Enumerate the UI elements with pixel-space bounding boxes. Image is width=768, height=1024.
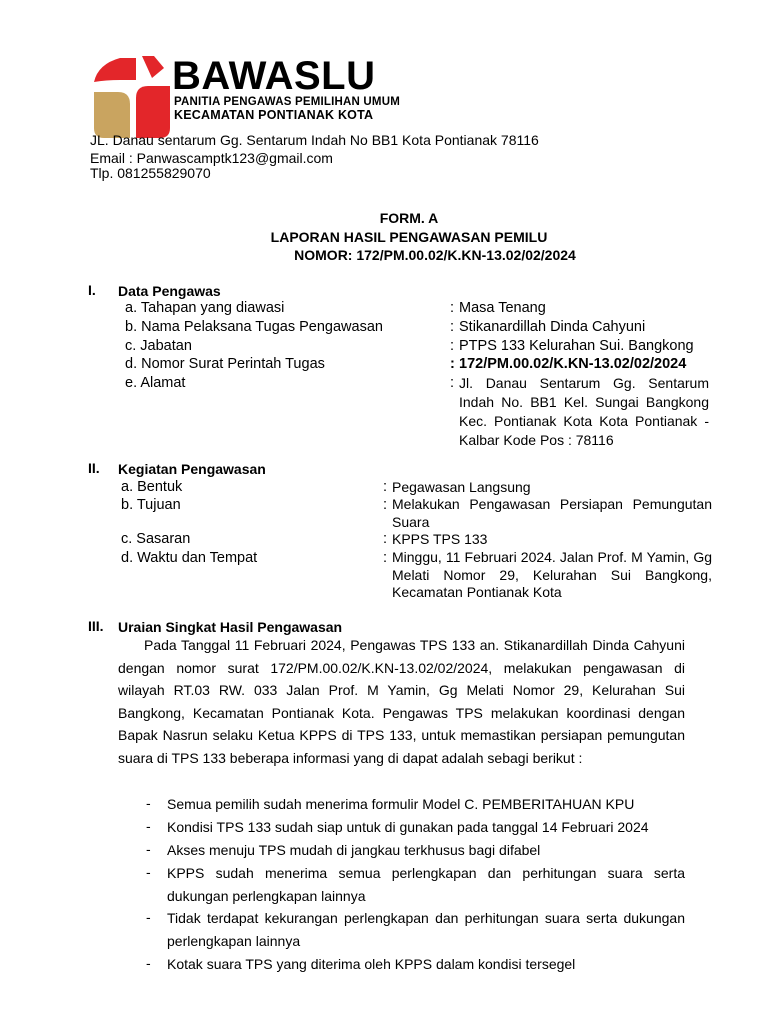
s1-value-nomor-surat: 172/PM.00.02/K.KN-13.02/02/2024 bbox=[459, 356, 687, 372]
colon: : bbox=[450, 338, 455, 354]
s1-label-alamat: e. Alamat bbox=[125, 375, 186, 391]
s1-label-nomor-surat: d. Nomor Surat Perintah Tugas bbox=[125, 356, 325, 372]
colon: : bbox=[383, 497, 388, 513]
bullet-dash: - bbox=[146, 864, 151, 880]
s2-value-sasaran: KPPS TPS 133 bbox=[392, 531, 488, 547]
bullet-item: Kondisi TPS 133 sudah siap untuk di gunakan pada tanggal 14 Februari 2024 bbox=[167, 819, 649, 835]
bullet-dash: - bbox=[146, 955, 151, 971]
s2-label-bentuk: a. Bentuk bbox=[121, 479, 183, 495]
section-1-title: Data Pengawas bbox=[118, 283, 221, 299]
s1-value-jabatan: PTPS 133 Kelurahan Sui. Bangkong bbox=[459, 338, 694, 354]
report-number: NOMOR: 172/PM.00.02/K.KN-13.02/02/2024 bbox=[294, 247, 576, 263]
s2-value-waktu: Minggu, 11 Februari 2024. Jalan Prof. M Yamin, Gg Melati Nomor 29, Kelurahan Sui Bangkong, Kecamatan Pontianak Kota bbox=[392, 549, 712, 600]
bullet-item: Akses menuju TPS mudah di jangkau terkhusus bagi difabel bbox=[167, 842, 541, 858]
colon: : bbox=[450, 319, 455, 335]
section-2-title: Kegiatan Pengawasan bbox=[118, 461, 266, 477]
s2-value-tujuan: Melakukan Pengawasan Persiapan Pemungutan Suara bbox=[392, 496, 712, 530]
bullet-item: Tidak terdapat kekurangan perlengkapan dan perhitungan suara serta dukungan perlengkapan lainnya bbox=[167, 910, 685, 949]
section-2-number: II. bbox=[88, 460, 100, 476]
bawaslu-logo-icon bbox=[90, 52, 174, 142]
section-1-number: I. bbox=[88, 282, 96, 298]
section-3-title: Uraian Singkat Hasil Pengawasan bbox=[118, 619, 343, 635]
s2-label-tujuan: b. Tujuan bbox=[121, 497, 181, 513]
report-title: LAPORAN HASIL PENGAWASAN PEMILU bbox=[270, 229, 548, 245]
brand-subtitle-district: KECAMATAN PONTIANAK KOTA bbox=[174, 108, 374, 122]
bullet-dash: - bbox=[146, 841, 151, 857]
s2-label-waktu: d. Waktu dan Tempat bbox=[121, 550, 258, 566]
bullet-item: KPPS sudah menerima semua perlengkapan dan perhitungan suara serta dukungan perlengkapan lainnya bbox=[167, 865, 685, 904]
s1-label-tahapan: a. Tahapan yang diawasi bbox=[125, 300, 285, 316]
colon: : bbox=[383, 479, 388, 495]
phone-line: Tlp. 081255829070 bbox=[90, 165, 211, 181]
s1-label-nama: b. Nama Pelaksana Tugas Pengawasan bbox=[125, 319, 383, 335]
bullet-item: Kotak suara TPS yang diterima oleh KPPS dalam kondisi tersegel bbox=[167, 956, 576, 972]
form-code: FORM. A bbox=[379, 210, 439, 226]
colon: : bbox=[383, 550, 388, 566]
colon: : bbox=[383, 531, 388, 547]
brand-subtitle: PANITIA PENGAWAS PEMILIHAN UMUM bbox=[174, 96, 400, 108]
address-line: JL. Danau sentarum Gg. Sentarum Indah No BB1 Kota Pontianak 78116 bbox=[90, 132, 539, 148]
s1-value-alamat: Jl. Danau Sentarum Gg. Sentarum Indah No. BB1 Kel. Sungai Bangkong Kec. Pontianak Kota Kota Pontianak - Kalbar Kode Pos : 78116 bbox=[459, 375, 709, 448]
brand-name: BAWASLU bbox=[172, 54, 376, 98]
s1-label-jabatan: c. Jabatan bbox=[125, 338, 192, 354]
s2-label-sasaran: c. Sasaran bbox=[121, 531, 191, 547]
colon: : bbox=[450, 356, 455, 372]
bullet-dash: - bbox=[146, 818, 151, 834]
bullet-item: Semua pemilih sudah menerima formulir Model C. PEMBERITAHUAN KPU bbox=[167, 796, 635, 812]
section-3-number: III. bbox=[88, 618, 104, 634]
colon: : bbox=[450, 375, 455, 391]
email-line: Email : Panwascamptk123@gmail.com bbox=[90, 150, 333, 166]
bullet-dash: - bbox=[146, 795, 151, 811]
s1-value-nama: Stikanardillah Dinda Cahyuni bbox=[459, 319, 646, 335]
colon: : bbox=[450, 300, 455, 316]
s1-value-tahapan: Masa Tenang bbox=[459, 300, 546, 316]
bullet-dash: - bbox=[146, 909, 151, 925]
s2-value-bentuk: Pegawasan Langsung bbox=[392, 479, 531, 495]
summary-paragraph: Pada Tanggal 11 Februari 2024, Pengawas TPS 133 an. Stikanardillah Dinda Cahyuni dengan nomor surat 172/PM.00.02/K.KN-13.02/02/2024, melakukan pengawasan di wilayah RT.03 RW. 033 Jalan Prof. M Yamin, Gg Melati Nomor 29, Kelurahan Sui Bangkong, Kecamatan Pontianak Kota. Pengawas TPS melakukan koordinasi dengan Bapak Nasrun selaku Ketua KPPS di TPS 133, untuk memastikan persiapan pemungutan suara di TPS 133 beberapa informasi yang di dapat adalah sebagi berikut : bbox=[118, 637, 685, 766]
